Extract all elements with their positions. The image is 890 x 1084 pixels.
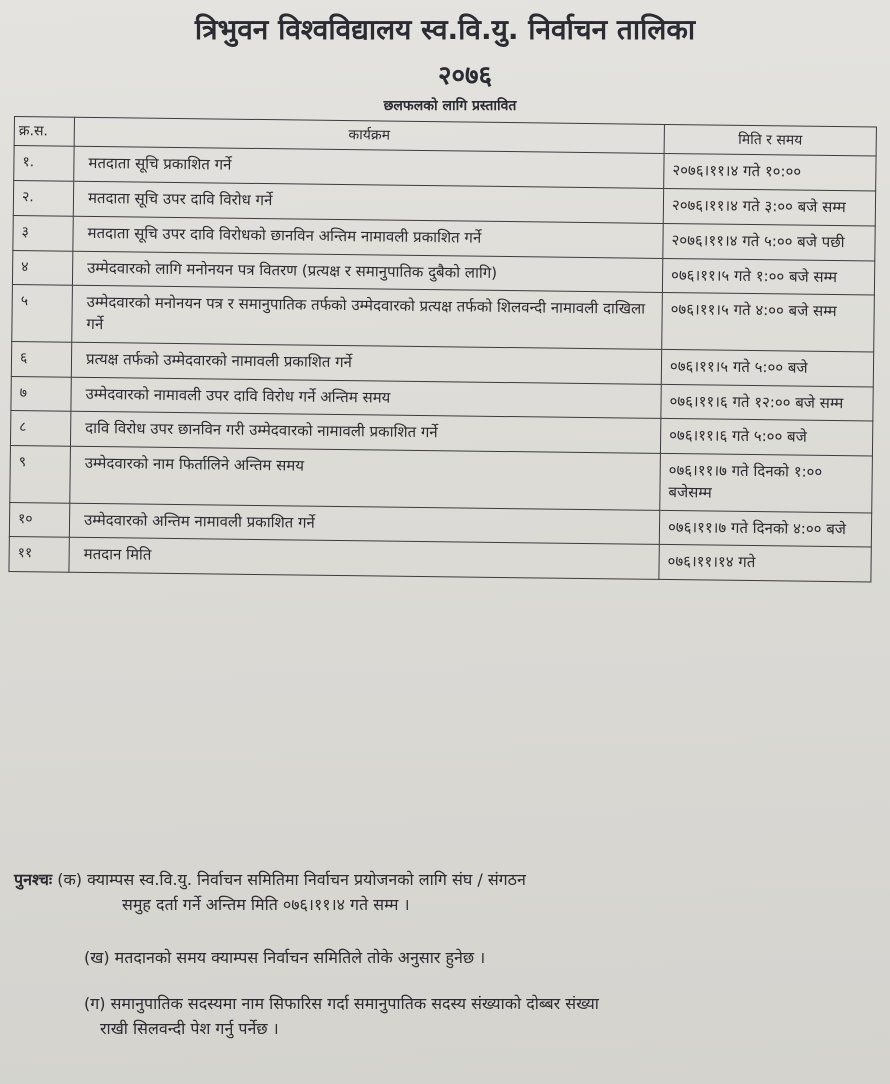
row-date: २०७६।११।४ गते ५:०० बजे पछी: [663, 223, 875, 260]
row-sn: ५: [12, 285, 73, 342]
row-sn: ४: [12, 250, 72, 285]
column-header-date: मिति र समय: [664, 124, 876, 156]
row-program: मतदाता सूचि प्रकाशित गर्ने: [74, 147, 664, 189]
note-marker: (ग): [84, 994, 106, 1014]
column-header-program: कार्यक्रम: [74, 117, 664, 154]
document-title: त्रिभुवन विश्वविद्यालय स्व.वि.यु. निर्वाचन तालिका: [194, 13, 696, 46]
schedule-table-wrapper: [5, 116, 876, 846]
row-date: ०७६।११।५ गते १:०० बजे सम्म: [662, 258, 874, 295]
row-date: २०७६।११।४ गते ३:०० बजे सम्म: [663, 188, 875, 225]
row-sn: ७: [11, 376, 71, 411]
row-date: ०७६।११।५ गते ४:०० बजे सम्म: [662, 293, 875, 352]
row-date: ०७६।११।१४ गते: [659, 545, 871, 582]
note-text-continued: राखी सिलवन्दी पेश गर्नु पर्नेछ ।: [100, 1019, 279, 1039]
row-sn: २.: [13, 181, 73, 216]
note-text: क्याम्पस स्व.वि.यु. निर्वाचन समितिमा निर्वाचन प्रयोजनको लागि संघ / संगठन: [87, 870, 526, 889]
column-header-sn: क्र.स.: [14, 117, 74, 147]
schedule-table: [8, 116, 877, 583]
row-program: उम्मेदवारको नाम फिर्तालिने अन्तिम समय: [70, 446, 661, 510]
notes-section: [14, 868, 874, 1042]
row-program: दावि विरोध उपर छानविन गरी उम्मेदवारको नामावली प्रकाशित गर्ने: [70, 412, 660, 454]
note-item: [14, 946, 874, 971]
row-sn: १.: [14, 146, 74, 181]
row-date: ०७६।११।६ गते १२:०० बजे सम्म: [661, 384, 873, 421]
row-program: उम्मेदवारको लागि मनोनयन पत्र वितरण (प्रत्यक्ष र समानुपातिक दुबैको लागि): [72, 251, 662, 293]
row-date: ०७६।११।७ गते दिनको ४:०० बजे: [659, 510, 871, 547]
row-date: ०७६।११।६ गते ५:०० बजे: [660, 419, 872, 456]
row-program: मतदान मिति: [69, 538, 659, 580]
row-program: मतदाता सूचि उपर दावि विरोधको छानविन अन्तिम नामावली प्रकाशित गर्ने: [73, 216, 663, 258]
document-year: २०७६: [437, 61, 493, 91]
row-sn: ६: [11, 341, 71, 376]
note-text-continued: समुह दर्ता गर्ने अन्तिम मिति ०७६।११।४ गते सम्म ।: [122, 894, 410, 914]
row-sn: ९: [10, 446, 71, 503]
note-text: समानुपातिक सदस्यमा नाम सिफारिस गर्दा समानुपातिक सदस्य संख्याको दोब्बर संख्या: [110, 994, 599, 1014]
row-program: उम्मेदवारको अन्तिम नामावली प्रकाशित गर्ने: [69, 503, 659, 545]
table-row: [12, 285, 875, 352]
notes-label: पुनश्चः: [14, 870, 53, 889]
note-marker: (ख): [84, 947, 110, 967]
row-sn: ११: [9, 537, 69, 572]
note-text: मतदानको समय क्याम्पस निर्वाचन समितिले तोके अनुसार हुनेछ ।: [114, 947, 486, 967]
row-date: ०७६।११।५ गते ५:०० बजे: [661, 349, 873, 386]
row-program: मतदाता सूचि उपर दावि विरोध गर्ने: [73, 181, 663, 223]
table-row: [10, 446, 873, 513]
document-subtitle: छलफलको लागि प्रस्तावित: [383, 98, 517, 114]
row-date: ०७६।११।७ गते दिनको १:०० बजेसम्म: [660, 453, 873, 512]
row-program: उम्मेदवारको मनोनयन पत्र र समानुपातिक तर्फको उम्मेदवारको प्रत्यक्ष तर्फको शिलवन्दी नामावली दाखिला गर्ने: [72, 286, 663, 350]
row-sn: ३: [13, 215, 73, 250]
row-sn: ८: [10, 411, 70, 446]
note-marker: (क): [57, 870, 83, 889]
note-item: [14, 868, 874, 918]
row-program: प्रत्यक्ष तर्फको उम्मेदवारको नामावली प्रकाशित गर्ने: [71, 342, 661, 384]
row-date: २०७६।११।४ गते १०:००: [664, 154, 876, 191]
row-sn: १०: [9, 502, 69, 537]
row-program: उम्मेदवारको नामावली उपर दावि विरोध गर्ने अन्तिम समय: [71, 377, 661, 419]
note-item: [14, 992, 874, 1042]
